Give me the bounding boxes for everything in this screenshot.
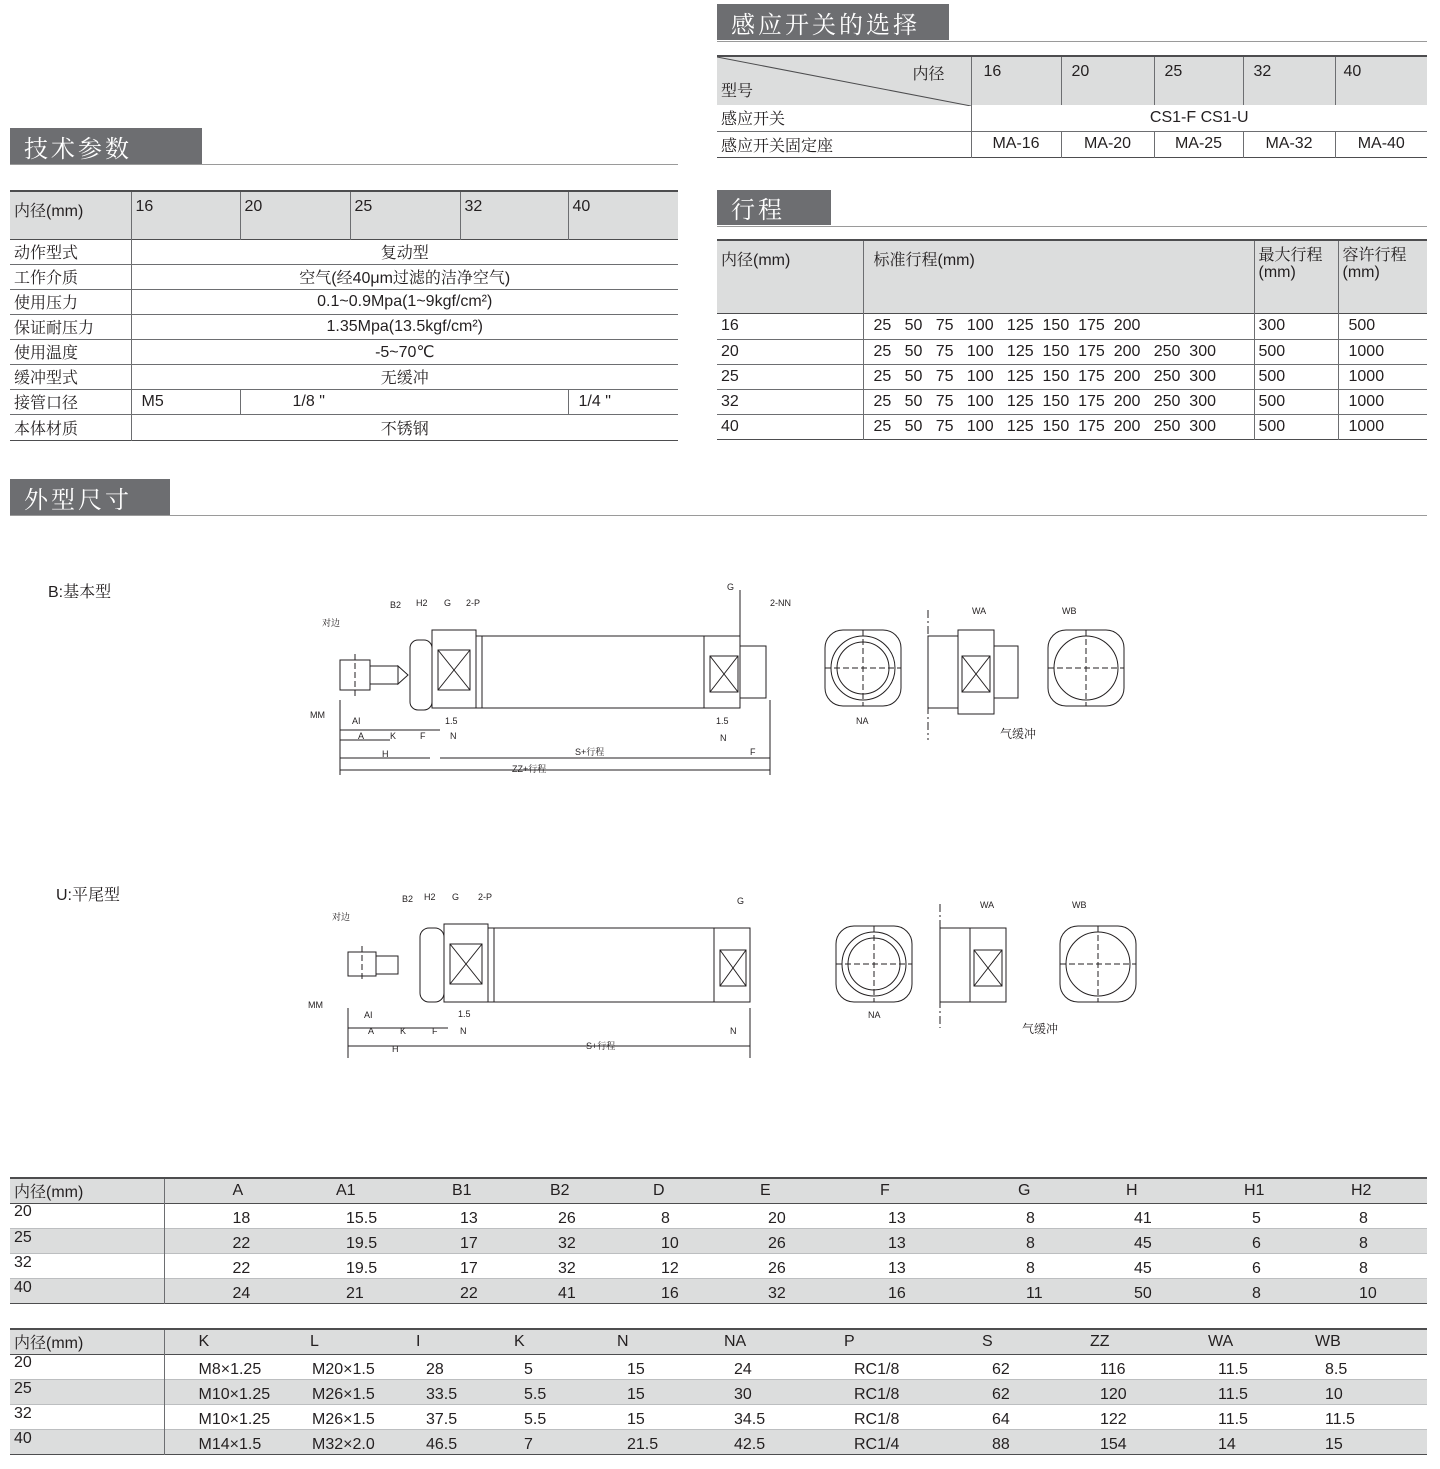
stroke-max: 300 [1254,313,1338,339]
dim-cell: 15.5 [346,1209,378,1227]
stroke-bore: 16 [717,313,863,339]
dim-cell: 8 [661,1209,670,1227]
dim-cell: 15 [627,1360,645,1378]
switch-diag-cell [717,56,971,105]
dim-cell: 22 [164,1228,278,1253]
stroke-allow: 500 [1338,313,1427,339]
bore-40: 40 [568,191,678,239]
dim-cell: 45 [1134,1234,1152,1252]
dim-cell: 11 [1026,1284,1043,1302]
dim-cell: 8.5 [1325,1360,1348,1378]
section-switch-head [717,4,1427,42]
switch-label: 感应开关 [717,105,971,131]
stroke-bore: 40 [721,417,739,435]
dim1-h1: A [164,1178,278,1203]
dim-cell: M32×2.0 [312,1435,375,1453]
label-s-u: S+行程 [586,1041,616,1051]
label-g-u: G [452,892,460,902]
label-15: 1.5 [445,716,458,726]
dim-cell: 6 [1252,1259,1261,1277]
dim-cell: 88 [992,1435,1010,1453]
dim-cell: 10 [1325,1385,1343,1403]
row-label: 使用压力 [10,289,131,314]
label-ai: AI [352,716,361,726]
mount-label: 感应开关固定座 [721,137,834,155]
dim-cell: 11.5 [1218,1410,1248,1428]
dim-cell: 30 [734,1385,752,1403]
drawing-u [300,888,1160,1068]
dim-cell: RC1/8 [854,1410,900,1428]
dim-cell: 41 [558,1284,576,1302]
dim-cell: 11.5 [1218,1385,1248,1403]
dim2-h9: ZZ [1090,1332,1110,1350]
port-40: 1/4 " [568,389,678,414]
label-zz: ZZ+行程 [512,764,547,774]
label-g2: G [727,582,735,592]
dim-cell: 62 [992,1385,1010,1403]
dim-cell: M26×1.5 [312,1410,375,1428]
tech-header-label: 内径(mm) [14,203,84,220]
dim-cell: 46.5 [426,1435,458,1453]
label-na-u: NA [868,1010,881,1020]
mount-16: MA-16 [971,131,1061,157]
dim-cell: 15 [627,1385,645,1403]
stroke-bore: 25 [717,364,863,389]
dim-cell: RC1/8 [854,1385,900,1403]
row-value: 空气(经40μm过滤的洁净空气) [131,264,678,289]
dim-cell: 37.5 [426,1410,458,1428]
dim-cell: 5 [524,1360,533,1378]
dim-cell: 26 [558,1209,576,1227]
dim-cell: M26×1.5 [312,1385,375,1403]
section-title: 外型尺寸 [10,479,170,515]
dim-cell: 12 [661,1259,679,1277]
dim-cell: 21.5 [627,1435,659,1453]
label-mm: MM [310,710,325,720]
label-mm-u: MM [308,1000,323,1010]
dim1-h0: 内径(mm) [14,1184,84,1202]
label-f-u: F [432,1026,438,1036]
section-title: 行程 [717,190,831,225]
dim-cell: 13 [460,1209,478,1227]
dim-cell: 32 [768,1284,786,1302]
section-outline-head [10,479,1427,517]
dim-cell: 25 [14,1228,32,1246]
dim2-h2: L [310,1332,319,1350]
dim-table-2-body [10,1354,1427,1455]
dim-cell: 32 [14,1404,32,1422]
bore-25: 25 [350,191,460,239]
label-b2: B2 [390,600,402,610]
dim-cell: 22 [164,1253,278,1278]
stroke-bore: 20 [717,339,863,364]
label-15-u: 1.5 [458,1009,471,1019]
dim-cell: 13 [888,1259,906,1277]
dim-table-2 [10,1328,1427,1355]
drawing-u-title: U:平尾型 [56,887,121,904]
label-flats: 对边 [322,618,341,628]
stroke-std: 25 50 75 100 125 150 175 200 250 300 [863,364,1254,389]
dim-cell: 19.5 [346,1259,378,1277]
dim-cell: 8 [1026,1234,1035,1252]
dim-rows [10,1203,1427,1304]
label-n-u: N [460,1026,467,1036]
dim-cell: 24 [734,1360,752,1378]
stroke-header-std: 标准行程(mm) [863,240,1254,313]
dim-cell: 17 [460,1234,478,1252]
mount-20: MA-20 [1061,131,1154,157]
dim-cell: 45 [1134,1259,1152,1277]
dim-cell: 11.5 [1218,1360,1248,1378]
dim-cell: 14 [1218,1435,1236,1453]
barrel-u [494,928,714,1002]
dim-cell: 41 [1134,1209,1152,1227]
stroke-table [717,239,1427,440]
dim2-h0: 内径(mm) [14,1335,84,1353]
dim1-h4: B2 [550,1181,570,1199]
dim-cell: 24 [164,1278,278,1303]
dim-cell: 16 [888,1284,906,1302]
dim-cell: 10 [661,1234,679,1252]
stroke-allow: 1000 [1338,339,1427,364]
stroke-max: 500 [1254,389,1338,414]
label-a: A [358,731,365,741]
dim-cell: 13 [888,1234,906,1252]
label-f: F [420,731,426,741]
dim-cell: 20 [14,1354,32,1371]
diag-bottom-label: 型号 [721,83,754,100]
dim-cell: 8 [1252,1284,1261,1302]
label-h2: H2 [416,598,428,608]
dim-cell: 8 [1359,1259,1368,1277]
section-stroke-head [717,190,1427,228]
stroke-header-allow: 容许行程 (mm) [1338,240,1427,313]
bore-32: 32 [460,191,568,239]
port-16: M5 [131,389,240,414]
label-wa: WA [972,606,987,616]
dim-cell: 32 [558,1259,576,1277]
row-label: 工作介质 [10,264,131,289]
row-label: 保证耐压力 [10,314,131,339]
dim-cell: 50 [1134,1284,1152,1302]
stroke-std: 25 50 75 100 125 150 175 200 250 300 [863,389,1254,414]
dim-cell: 26 [768,1234,786,1252]
row-label: 本体材质 [14,420,79,438]
dim-cell: 154 [1100,1435,1127,1453]
dim-cell: 15 [1325,1435,1343,1453]
dim2-h3: I [416,1332,421,1350]
stroke-allow: 1000 [1338,414,1427,439]
dim-cell: M10×1.25 [164,1404,278,1429]
dim-cell: 20 [768,1209,786,1227]
label-2p: 2-P [466,598,481,608]
dim-cell: 116 [1100,1360,1126,1378]
dim-cell: 32 [14,1253,32,1271]
label-2p-u: 2-P [478,892,493,902]
dim-cell: 122 [1100,1410,1127,1428]
dim-cell: 42.5 [734,1435,766,1453]
row-label: 缓冲型式 [10,364,131,389]
dim-cell: 5 [1252,1209,1261,1227]
dim-cell: 26 [768,1259,786,1277]
drawing-b-title: B:基本型 [48,584,112,601]
label-h-u: H [392,1044,399,1054]
dim-cell: 120 [1100,1385,1127,1403]
label-a-u: A [368,1026,375,1036]
dim1-h5: D [653,1181,665,1199]
dim2-h5: N [617,1332,629,1350]
dim-cell: 25 [14,1379,32,1397]
dim-cell: M14×1.5 [164,1429,278,1454]
mount-32: MA-32 [1243,131,1335,157]
dim-cell: 8 [1026,1209,1035,1227]
label-wb-u: WB [1072,900,1087,910]
section-title: 技术参数 [10,128,202,164]
dim-cell: 15 [627,1410,645,1428]
stroke-bore: 32 [717,389,863,414]
dim-cell: M10×1.25 [164,1379,278,1404]
dim-cell: 21 [346,1284,364,1302]
dim-cell: 8 [1026,1259,1035,1277]
dim-cell: 64 [992,1410,1010,1428]
dim-cell: 17 [460,1259,478,1277]
dim-cell: RC1/8 [854,1360,900,1378]
label-n2-u: N [730,1026,737,1036]
tech-table [10,190,678,441]
stroke-std: 25 50 75 100 125 150 175 200 250 300 [863,339,1254,364]
stroke-header-bore: 内径(mm) [721,252,791,269]
dim-cell: 8 [1359,1234,1368,1252]
row-label: 使用温度 [10,339,131,364]
stroke-max: 500 [1254,364,1338,389]
dim-rows [10,1354,1427,1455]
dim-cell: 33.5 [426,1385,458,1403]
switch-value: CS1-F CS1-U [971,105,1427,131]
stroke-max: 500 [1254,339,1338,364]
dim2-h8: S [982,1332,993,1350]
dim2-h11: WB [1315,1332,1341,1350]
dim-cell: 5.5 [524,1385,547,1403]
dim-table-1 [10,1177,1427,1204]
stroke-max: 500 [1254,414,1338,439]
stroke-header-max: 最大行程 (mm) [1254,240,1338,313]
dim-table-1-body [10,1203,1427,1304]
label-b2-u: B2 [402,894,414,904]
dim-cell: RC1/4 [854,1435,900,1453]
dim-cell: 62 [992,1360,1010,1378]
label-15b: 1.5 [716,716,729,726]
label-h: H [382,749,389,759]
dim-cell: 20 [14,1203,32,1220]
label-cushion: 气缓冲 [1000,727,1037,741]
dim-cell: 40 [14,1278,32,1296]
label-cushion-u: 气缓冲 [1022,1022,1059,1036]
port-20-32: 1/8 " [240,389,568,414]
row-value: 不锈钢 [131,414,678,440]
label-n2: N [720,733,727,743]
dim-cell: 16 [661,1284,679,1302]
bore-20: 20 [1061,56,1154,105]
label-na: NA [856,716,869,726]
label-g: G [444,598,452,608]
dim1-h2: A1 [336,1181,356,1199]
switch-table [717,55,1427,158]
label-k: K [390,731,397,741]
stroke-allow: 1000 [1338,364,1427,389]
row-value: -5~70℃ [131,339,678,364]
dim1-h6: E [760,1181,771,1199]
dim1-h7: F [880,1181,890,1199]
label-n: N [450,731,457,741]
stroke-std: 25 50 75 100 125 150 175 200 250 300 [863,414,1254,439]
mount-40: MA-40 [1335,131,1427,157]
dim-cell: 5.5 [524,1410,547,1428]
dim-cell: 18 [164,1203,278,1228]
bore-16: 16 [131,191,240,239]
label-g2-u: G [737,896,745,906]
dim-cell: 19.5 [346,1234,378,1252]
dim2-h6: NA [724,1332,747,1350]
section-tech-head [10,128,678,166]
label-k-u: K [400,1026,407,1036]
dim1-h10: H1 [1244,1181,1265,1199]
mount-25: MA-25 [1154,131,1243,157]
bore-16: 16 [971,56,1061,105]
dim-cell: 6 [1252,1234,1261,1252]
dim-cell: 7 [524,1435,533,1453]
dim-cell: M8×1.25 [164,1354,278,1379]
bore-32: 32 [1243,56,1335,105]
row-label: 动作型式 [10,239,131,264]
row-value: 1.35Mpa(13.5kgf/cm²) [131,314,678,339]
label-wb: WB [1062,606,1077,616]
diag-top-label: 内径 [912,66,945,83]
dim2-h10: WA [1208,1332,1234,1350]
dim-cell: 34.5 [734,1410,766,1428]
section-title: 感应开关的选择 [717,4,949,40]
dim-cell: 8 [1359,1209,1368,1227]
row-label: 接管口径 [10,389,131,414]
label-2nn: 2-NN [770,598,792,608]
dim-cell: 40 [14,1429,32,1447]
label-wa-u: WA [980,900,995,910]
dim-cell: 28 [426,1360,444,1378]
stroke-std: 25 50 75 100 125 150 175 200 [863,313,1254,339]
dim-cell: 32 [558,1234,576,1252]
label-h2-u: H2 [424,892,436,902]
dim2-h4: K [514,1332,525,1350]
dim-cell: 22 [460,1284,478,1302]
label-flats-u: 对边 [332,912,351,922]
dim-cell: 10 [1359,1284,1377,1302]
bore-40: 40 [1335,56,1427,105]
stroke-allow: 1000 [1338,389,1427,414]
label-ai-u: AI [364,1010,373,1020]
row-value: 复动型 [131,239,678,264]
bore-25: 25 [1154,56,1243,105]
dim2-h1: K [164,1329,278,1354]
dim2-h7: P [844,1332,855,1350]
bore-20: 20 [240,191,350,239]
dim1-h3: B1 [452,1181,472,1199]
dim1-h9: H [1126,1181,1138,1199]
dim1-h11: H2 [1351,1181,1372,1199]
head-nut [410,640,432,710]
drawing-b [300,580,1160,780]
dim1-h8: G [1018,1181,1031,1199]
dim-cell: M20×1.5 [312,1360,375,1378]
barrel [482,636,704,708]
row-value: 无缓冲 [131,364,678,389]
row-value: 0.1~0.9Mpa(1~9kgf/cm²) [131,289,678,314]
dim-cell: 11.5 [1325,1410,1355,1428]
dim-cell: 13 [888,1209,906,1227]
label-f2: F [750,747,756,757]
label-s: S+行程 [575,747,605,757]
